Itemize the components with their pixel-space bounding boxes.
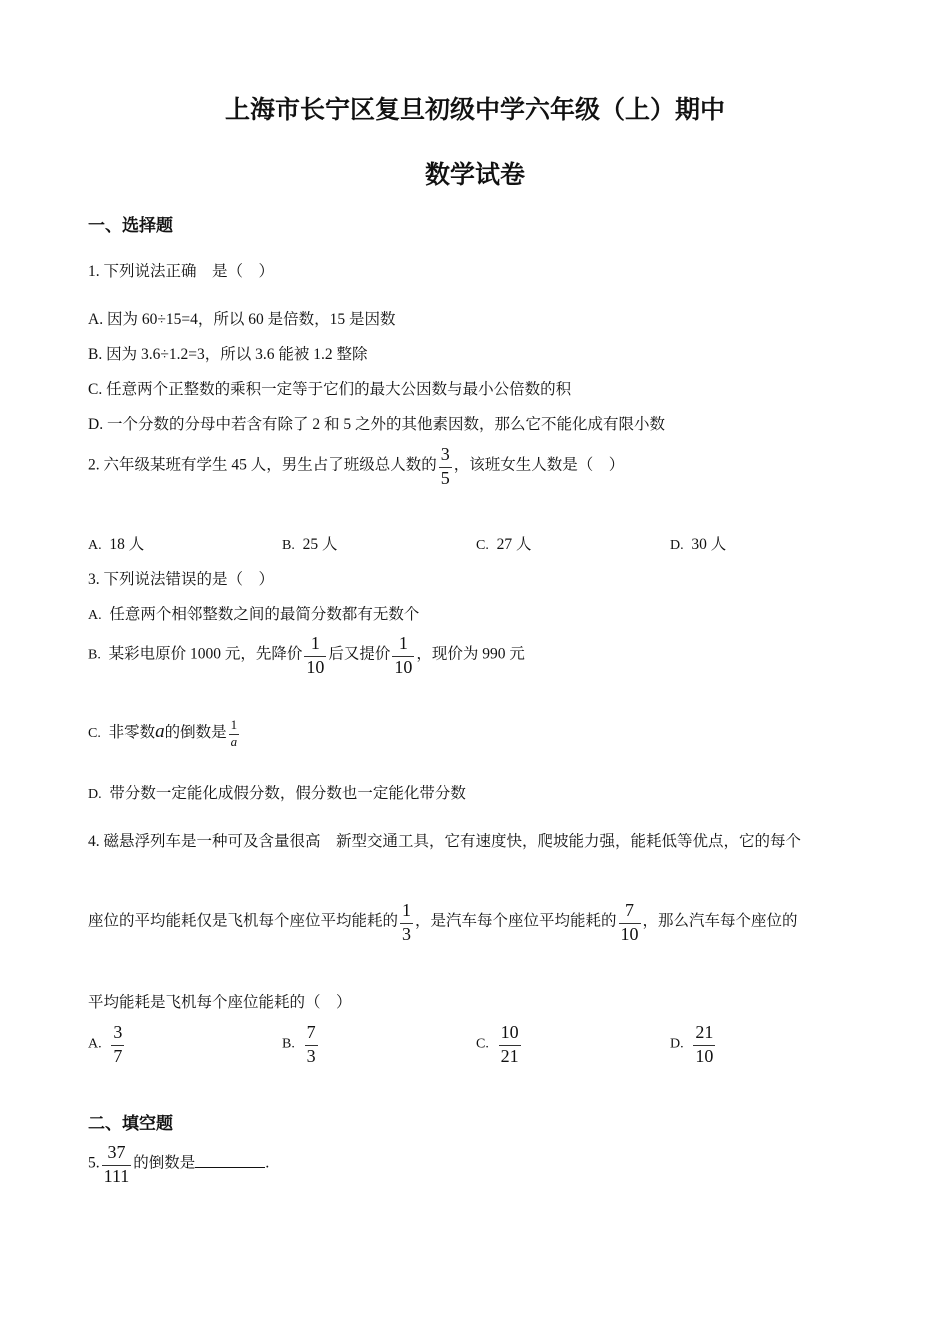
q3-option-d xyxy=(88,781,466,803)
q4-option-d-fraction xyxy=(693,1022,715,1066)
q3-option-c-var: a xyxy=(155,721,165,743)
q3-option-a-text: 任意两个相邻整数之间的最简分数都有无数个 xyxy=(109,606,420,623)
q4-option-b-num: 7 xyxy=(306,1022,316,1042)
q4-option-c-label: C. xyxy=(476,1036,489,1052)
q4-option-a xyxy=(88,1022,126,1066)
q4-option-d-den: 10 xyxy=(695,1046,714,1066)
q4-fraction-1 xyxy=(400,900,413,944)
q4-option-d xyxy=(670,1022,717,1066)
q3-b-fraction-2 xyxy=(392,633,414,677)
q3-b-fraction-1 xyxy=(304,633,326,677)
page-subtitle: 数学试卷 xyxy=(424,162,525,189)
q2-option-d-label: D. xyxy=(670,538,684,553)
q2-option-a-text: 18 人 xyxy=(109,536,145,553)
q2-option-a xyxy=(88,532,144,554)
q4-line2-pre: 座位的平均能耗仅是飞机每个座位平均能耗的 xyxy=(88,912,399,930)
q4-option-b-label: B. xyxy=(282,1036,295,1052)
q4-option-b-den: 3 xyxy=(306,1046,316,1066)
q4-option-d-num: 21 xyxy=(695,1022,714,1042)
q4-option-d-label: D. xyxy=(670,1036,684,1052)
q1-option-a: A. 因为 60÷15=4，所以 60 是倍数，15 是因数 xyxy=(88,311,396,328)
q1-stem: 1. 下列说法正确 是（ ） xyxy=(88,263,275,280)
q4-fraction-1-den: 3 xyxy=(402,924,412,944)
page-title: 上海市长宁区复旦初级中学六年级（上）期中 xyxy=(224,97,725,124)
q2-fraction-num: 3 xyxy=(440,444,450,464)
q3-b-fraction-2-den: 10 xyxy=(394,657,413,677)
q3-option-b-label: B. xyxy=(88,647,101,663)
q4-fraction-2-den: 10 xyxy=(620,924,639,944)
q1-option-c: C. 任意两个正整数的乘积一定等于它们的最大公因数与最小公倍数的积 xyxy=(88,381,572,398)
q2-option-b xyxy=(282,532,337,554)
q3-c-fraction-num: 1 xyxy=(230,717,238,732)
q4-stem-line-3: 平均能耗是飞机每个座位能耗的（ ） xyxy=(88,994,352,1011)
q3-option-b-post: ，现价为 990 元 xyxy=(416,645,525,663)
q4-option-a-label: A. xyxy=(88,1036,102,1052)
q3-option-c xyxy=(88,718,241,749)
q5-post: 的倒数是 xyxy=(133,1154,196,1172)
q2-option-c-text: 27 人 xyxy=(496,536,532,553)
q5-prefix: 5. xyxy=(88,1154,100,1172)
q4-option-b-fraction xyxy=(305,1022,318,1066)
q2-option-c-label: C. xyxy=(476,538,489,553)
q5-stem xyxy=(88,1142,269,1186)
q5-fraction-den: 111 xyxy=(103,1166,130,1186)
q4-stem-line-2 xyxy=(88,900,798,944)
q3-c-fraction xyxy=(229,718,240,749)
q4-option-b xyxy=(282,1022,320,1066)
section-heading-fill: 二、填空题 xyxy=(88,1114,173,1133)
q4-option-c-num: 10 xyxy=(500,1022,519,1042)
q3-b-fraction-1-num: 1 xyxy=(310,633,320,653)
q3-option-c-pre: 非零数 xyxy=(108,724,156,742)
q2-option-d-text: 30 人 xyxy=(691,536,727,553)
q2-option-a-label: A. xyxy=(88,538,102,553)
q2-fraction-den: 5 xyxy=(440,468,450,488)
q2-option-c xyxy=(476,532,531,554)
section-heading-choice: 一、选择题 xyxy=(88,216,173,235)
q5-fraction xyxy=(102,1142,132,1186)
q2-fraction xyxy=(439,444,452,488)
q2-stem xyxy=(88,444,624,488)
q2-stem-pre: 2. 六年级某班有学生 45 人，男生占了班级总人数的 xyxy=(88,456,437,474)
q2-stem-post: ，该班女生人数是（ ） xyxy=(453,456,625,474)
q4-fraction-2-num: 7 xyxy=(625,900,635,920)
q1-option-b: B. 因为 3.6÷1.2=3，所以 3.6 能被 1.2 整除 xyxy=(88,346,368,363)
q4-option-a-fraction xyxy=(111,1022,124,1066)
q4-stem-line-1: 4. 磁悬浮列车是一种可及含量很高 新型交通工具，它有速度快，爬坡能力强，能耗低等优点，它的每个 xyxy=(88,833,802,850)
q3-stem: 3. 下列说法错误的是（ ） xyxy=(88,571,275,588)
q2-option-b-label: B. xyxy=(282,538,295,553)
q4-line2-post: ，那么汽车每个座位的 xyxy=(642,912,798,930)
q3-option-a-label: A. xyxy=(88,608,102,623)
q1-option-d: D. 一个分数的分母中若含有除了 2 和 5 之外的其他素因数，那么它不能化成有限小数 xyxy=(88,416,665,433)
q4-option-a-den: 7 xyxy=(113,1046,123,1066)
q4-option-c-den: 21 xyxy=(500,1046,519,1066)
q3-option-a xyxy=(88,602,419,624)
q3-b-fraction-2-num: 1 xyxy=(398,633,408,653)
q3-c-fraction-den: a xyxy=(230,734,238,749)
q4-option-c xyxy=(476,1022,523,1066)
q4-fraction-2 xyxy=(619,900,641,944)
q4-line2-mid: ，是汽车每个座位平均能耗的 xyxy=(415,912,617,930)
q2-option-d xyxy=(670,532,726,554)
q3-option-d-text: 带分数一定能化成假分数，假分数也一定能化带分数 xyxy=(109,785,466,802)
q3-option-c-mid: 的倒数是 xyxy=(164,724,227,742)
q3-option-b xyxy=(88,633,525,677)
q4-option-a-num: 3 xyxy=(113,1022,123,1042)
q3-option-b-mid: 后又提价 xyxy=(328,645,391,663)
q4-fraction-1-num: 1 xyxy=(402,900,412,920)
q5-fraction-num: 37 xyxy=(107,1142,126,1162)
q5-answer-blank[interactable] xyxy=(195,1153,265,1168)
q3-option-b-pre: 某彩电原价 1000 元，先降价 xyxy=(108,645,303,663)
q3-b-fraction-1-den: 10 xyxy=(306,657,325,677)
q4-option-c-fraction xyxy=(499,1022,521,1066)
q3-option-c-label: C. xyxy=(88,726,101,742)
q3-option-d-label: D. xyxy=(88,787,102,802)
q2-option-b-text: 25 人 xyxy=(302,536,338,553)
q5-end: . xyxy=(265,1154,270,1172)
